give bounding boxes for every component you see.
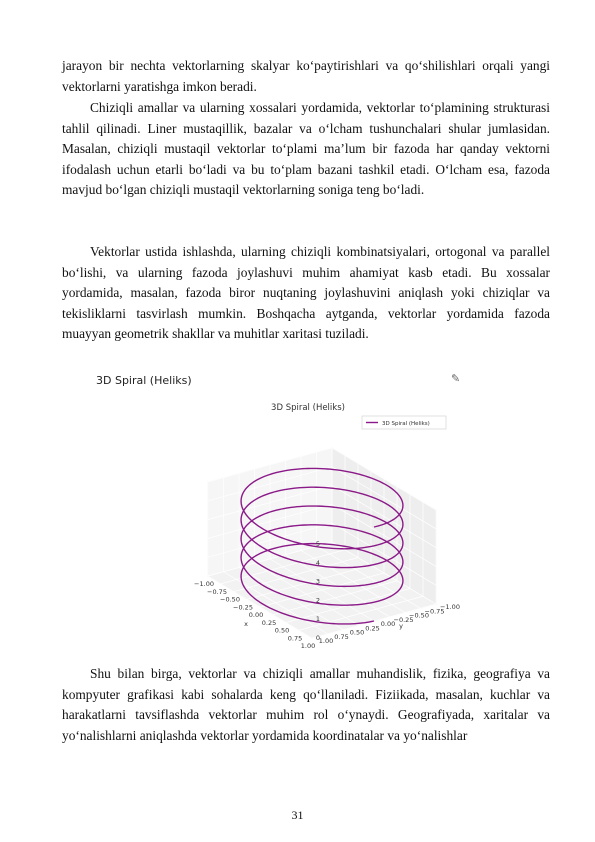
- legend: [362, 416, 446, 429]
- z-tick-label: 0: [315, 634, 321, 642]
- y-tick-label: 0.25: [365, 624, 380, 633]
- chart-title: 3D Spiral (Heliks): [271, 403, 345, 413]
- paragraph-linear-operations: Chiziqli amallar va ularning xossalari yordamida, vektorlar to‘plamining strukturasi tahlil qilinadi. Liner mustaqillik, bazalar va o‘lcham tushunchalari shular jumlasidan. Masalan, chiziqli mustaqil vektorlar to‘plami ma’lum bir fazoda har qanday vektorni ifodalash uchun etarli bo‘ladi va bu to‘plam bazani tashkil etadi. O‘lcham esa, fazoda mavjud bo‘lgan chiziqli mustaqil vektorlarning soniga teng bo‘ladi.: [62, 100, 550, 198]
- x-tick-label: 1.00: [300, 642, 316, 650]
- y-tick-label: 0.75: [334, 632, 349, 641]
- page-number: 31: [291, 808, 304, 822]
- x-tick-label: 0.25: [261, 618, 277, 627]
- legend-label: 3D Spiral (Heliks): [382, 421, 430, 427]
- paragraph-continuation: jarayon bir nechta vektorlarning skalyar ko‘paytirishlari va qo‘shilishlari orqali yangi vektorlarni yaratishga imkon beradi.: [62, 58, 550, 94]
- x-axis-label: x: [244, 620, 248, 628]
- y-tick-label: −1.00: [440, 603, 460, 611]
- x-tick-label: −1.00: [194, 580, 214, 588]
- x-tick-label: −0.50: [220, 595, 240, 604]
- z-tick-label: 1: [315, 615, 321, 624]
- paintbrush-icon[interactable]: ✎: [451, 372, 461, 385]
- y-tick-label: 0.50: [349, 628, 365, 637]
- y-tick-label: −0.75: [424, 607, 445, 616]
- paragraph-applications: Shu bilan birga, vektorlar va chiziqli amallar muhandislik, fizika, geografiya va kompyuter grafikasi kabi sohalarda keng qo‘llaniladi. Fiziikada, masalan, kuchlar va harakatlarni tavsiflashda vektorlar muhim rol o‘ynaydi. Geografiyada, xaritalar va yo‘nalishlarni aniqlashda vektorlar yordamida koordinatalar va yo‘nalishlar: [62, 666, 550, 743]
- x-tick-label: −0.25: [233, 603, 253, 612]
- y-axis-label: y: [399, 622, 403, 630]
- x-tick-label: 0.50: [274, 626, 290, 635]
- z-tick-label: 2: [315, 596, 321, 605]
- helix-3d-plot: [194, 393, 460, 658]
- figure-window-title: 3D Spiral (Heliks): [96, 374, 192, 387]
- y-tick-label: −0.50: [409, 611, 429, 620]
- x-tick-label: 0.75: [287, 634, 303, 643]
- z-tick-label: 4: [315, 558, 321, 567]
- x-tick-label: 0.00: [248, 611, 264, 619]
- y-tick-label: 0.00: [380, 620, 396, 628]
- paragraph-vector-properties: Vektorlar ustida ishlashda, ularning chiziqli kombinatsiyalari, ortogonal va parallel bo‘lishi, va ularning fazoda joylashuvi muhim ahamiyat kasb etadi. Bu xossalar yordamida, masalan, fazoda biror nuqtaning joylashuvini aniqlash yoki chiziqlar va tekisliklarni tasvirlash mumkin. Boshqacha aytganda, vektorlar yordamida fazoda muayyan geometrik shakllar va muhitlar xaritasi tuziladi.: [62, 244, 550, 342]
- y-tick-label: 1.00: [318, 637, 334, 645]
- x-tick-label: −0.75: [207, 587, 227, 596]
- z-tick-label: 5: [315, 540, 321, 548]
- z-tick-label: 3: [315, 577, 321, 586]
- y-tick-label: −0.25: [393, 615, 414, 624]
